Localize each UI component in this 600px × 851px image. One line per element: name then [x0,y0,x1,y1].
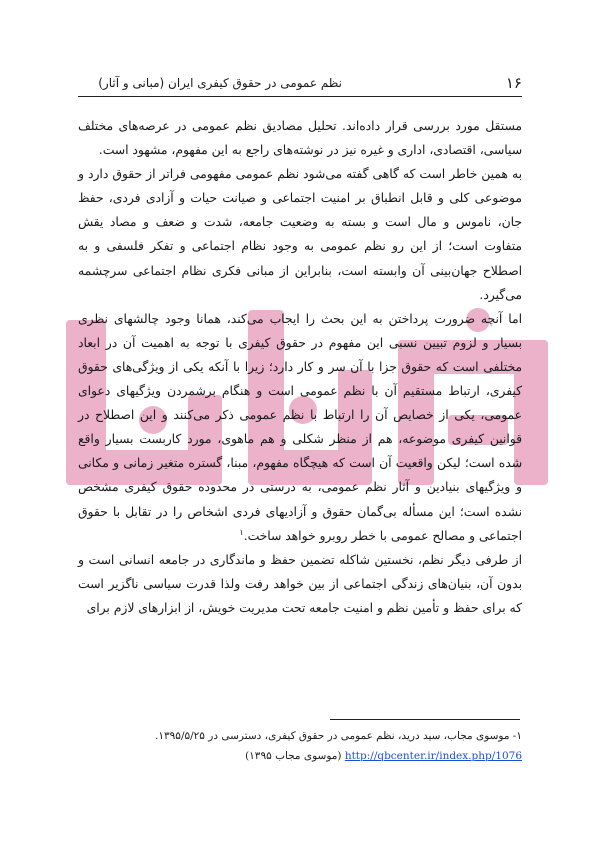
body-text [78,114,522,620]
body-paragraph-text: اما آنچه ضرورت پرداختن به این بحث را ایجاب می‌کند، همانا وجود چالشهای نظری بسیار و لزوم تبیین نسبی این مفهوم در حقوق کیفری با توجه به اهمیت آن در ابعاد مختلفی است که حقوق جزا با آن سر و کار دارد؛ زیرا با آنکه یکی از ویژگی‌های حقوق کیفری، ارتباط مستقیم آن با نظم عمومی است و هنگام برشمردن ویژگیهای دعوای عمومی، یکی از خصایص آن را ارتباط با نظم عمومی ذکر می‌کنند و این اصطلاح در قوانین کیفری موضوعه، هم از منظر شکلی و هم ماهوی، مورد کاربست بسیار واقع شده است؛ لیکن واقعیت آن است که هیچگاه مفهوم، مبنا، گستره متغیر زمانی و مکانی و ویژگیهای بنیادین و آثار نظم عمومی، به درستی در محدوده حقوق کیفری مشخص نشده است؛ این مسأله بی‌گمان حقوق و آزادیهای فردی اشخاص را در تقابل با حقوق اجتماعی و مصالح عمومی با خطر روبرو خواهد ساخت. [78,311,522,543]
footnote-reference[interactable]: ۱ [239,527,244,537]
body-paragraph: مستقل مورد بررسی قرار داده‌اند. تحلیل مصادیق نظم عمومی در عرصه‌های مختلف سیاسی، اقتصادی، اداری و غیره نیز در نوشته‌های راجع به این مفهوم، مشهود است. [78,119,522,158]
footnote [78,726,522,766]
footnote-link[interactable]: http://qbcenter.ir/index.php/1076 [344,750,522,762]
footnote-citation: ۱- موسوی مجاب، سید درید، نظم عمومی در حقوق کیفری، دسترسی در ۱۳۹۵/۵/۲۵. [155,730,522,742]
footnote-source-note: (موسوی مجاب ۱۳۹۵) [245,750,342,762]
footnote-source [78,746,522,766]
header-divider [78,96,522,97]
footnote-divider [330,719,520,720]
running-title: نظم عمومی در حقوق کیفری ایران (مبانی و آثار) [98,76,342,90]
body-paragraph [78,307,522,548]
body-paragraph: از طرفی دیگر نظم، نخستین شاکله تضمین حفظ و ماندگاری در جامعه انسانی است و بدون آن، بنیان‌های زندگی اجتماعی از بین خواهد رفت ولذا قدرت سیاسی ناگزیر است که برای حفظ و تأمین نظم و امنیت جامعه تحت مدیریت خویش، از ابزارهای لازم برای [78,552,522,615]
page-number: ۱۶ [505,74,522,92]
page-header [0,70,600,96]
body-paragraph: به همین خاطر است که گاهی گفته می‌شود نظم عمومی مفهومی فراتر از حقوق دارد و موضوعی کلی و قابل انطباق بر امنیت اجتماعی و صیانت حیات و آزادی فردی، حفظ جان، ناموس و مال است و بسته به وضعیت جامعه، شدت و ضعف و مصاد یقش متفاوت است؛ از این رو نظم عمومی به وجود نظام اجتماعی و تفکر فلسفی و به اصطلاح جهان‌بینی آن وابسته است، بنابراین از مبانی فکری نظام اجتماعی سرچشمه می‌گیرد. [78,167,522,302]
